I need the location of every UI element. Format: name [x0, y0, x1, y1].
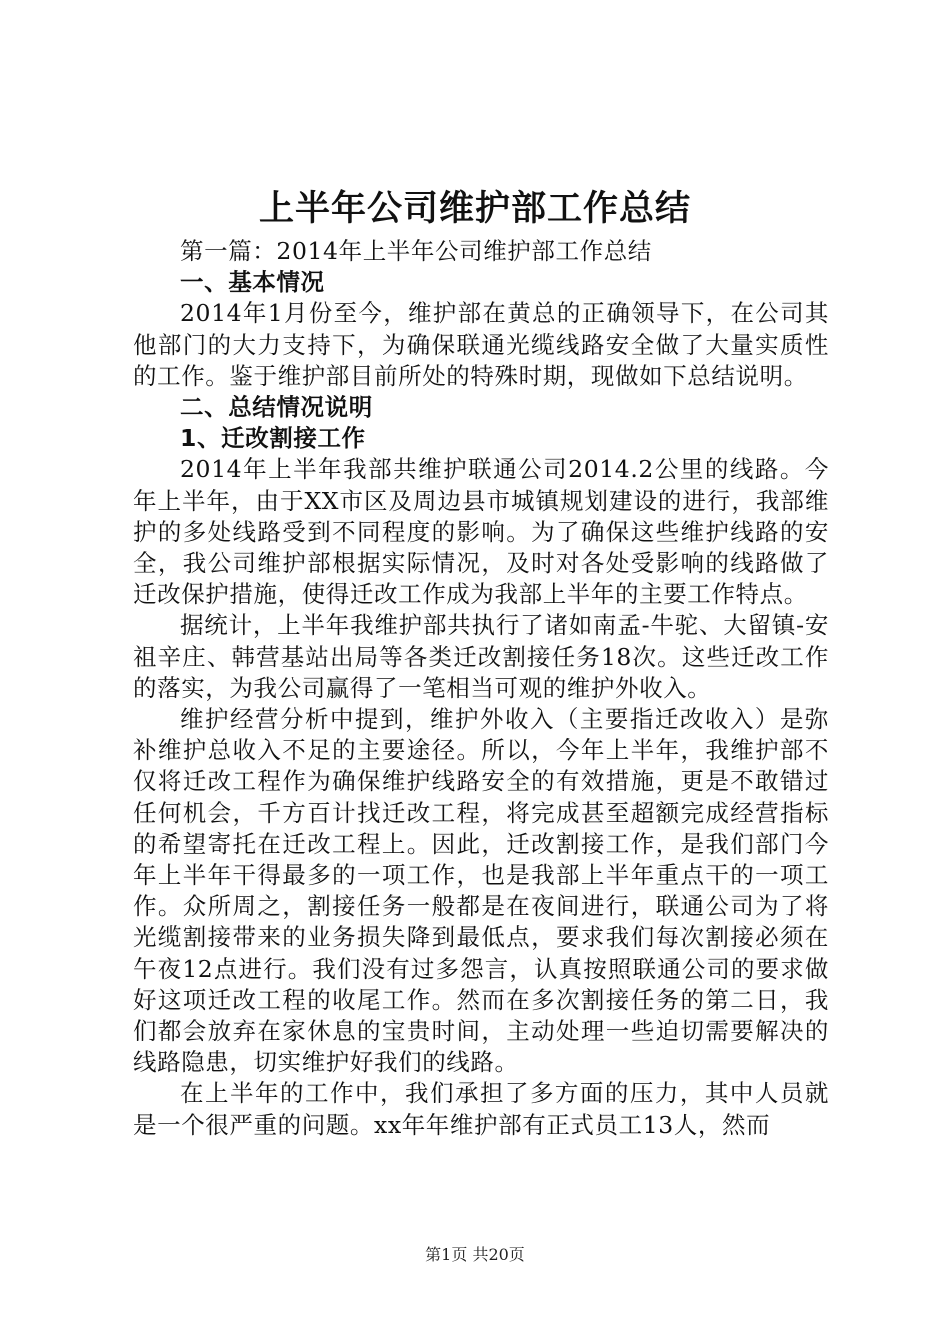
- document-body: [133, 236, 829, 1141]
- paragraph-statistics: 据统计，上半年我维护部共执行了诸如南孟-牛驼、大留镇-安祖辛庄、韩营基站出局等各类迁改割接任务18次。这些迁改工作的落实，为我公司赢得了一笔相当可观的维护外收入。: [133, 611, 829, 702]
- section-heading-summary: 二、总结情况说明: [180, 393, 373, 422]
- paragraph-line-maintenance: 2014年上半年我部共维护联通公司2014.2公里的线路。今年上半年，由于XX市区及周边县市城镇规划建设的进行，我部维护的多处线路受到不同程度的影响。为了确保这些维护线路的安全，我公司维护部根据实际情况，及时对各处受影响的线路做了迁改保护措施，使得迁改工作成为我部上半年的主要工作特点。: [133, 455, 829, 609]
- section-heading-basic-situation: 一、基本情况: [180, 268, 325, 297]
- section-heading-relocation-work: 1、迁改割接工作: [180, 424, 366, 453]
- paragraph-income-analysis: 维护经营分析中提到，维护外收入（主要指迁改收入）是弥补维护总收入不足的主要途径。所以，今年上半年，我维护部不仅将迁改工程作为确保维护线路安全的有效措施，更是不敢错过任何机会，千方百计找迁改工程，将完成甚至超额完成经营指标的希望寄托在迁改工程上。因此，迁改割接工作，是我们部门今年上半年干得最多的一项工作，也是我部上半年重点干的一项工作。众所周之，割接任务一般都是在夜间进行，联通公司为了将光缆割接带来的业务损失降到最低点，要求我们每次割接必须在午夜12点进行。我们没有过多怨言，认真按照联通公司的要求做好这项迁改工程的收尾工作。然而在多次割接任务的第二日，我们都会放弃在家休息的宝贵时间，主动处理一些迫切需要解决的线路隐患，切实维护好我们的线路。: [133, 705, 829, 1077]
- paragraph-staffing-pressure: 在上半年的工作中，我们承担了多方面的压力，其中人员就是一个很严重的问题。xx年年维护部有正式员工13人，然而: [133, 1079, 829, 1139]
- page-footer: 第1页 共20页: [425, 1245, 525, 1264]
- document-subtitle: 第一篇：2014年上半年公司维护部工作总结: [180, 237, 652, 265]
- paragraph-basic-situation: 2014年1月份至今，维护部在黄总的正确领导下，在公司其他部门的大力支持下，为确保联通光缆线路安全做了大量实质性的工作。鉴于维护部目前所处的特殊时期，现做如下总结说明。: [133, 299, 829, 390]
- document-title: 上半年公司维护部工作总结: [258, 189, 691, 229]
